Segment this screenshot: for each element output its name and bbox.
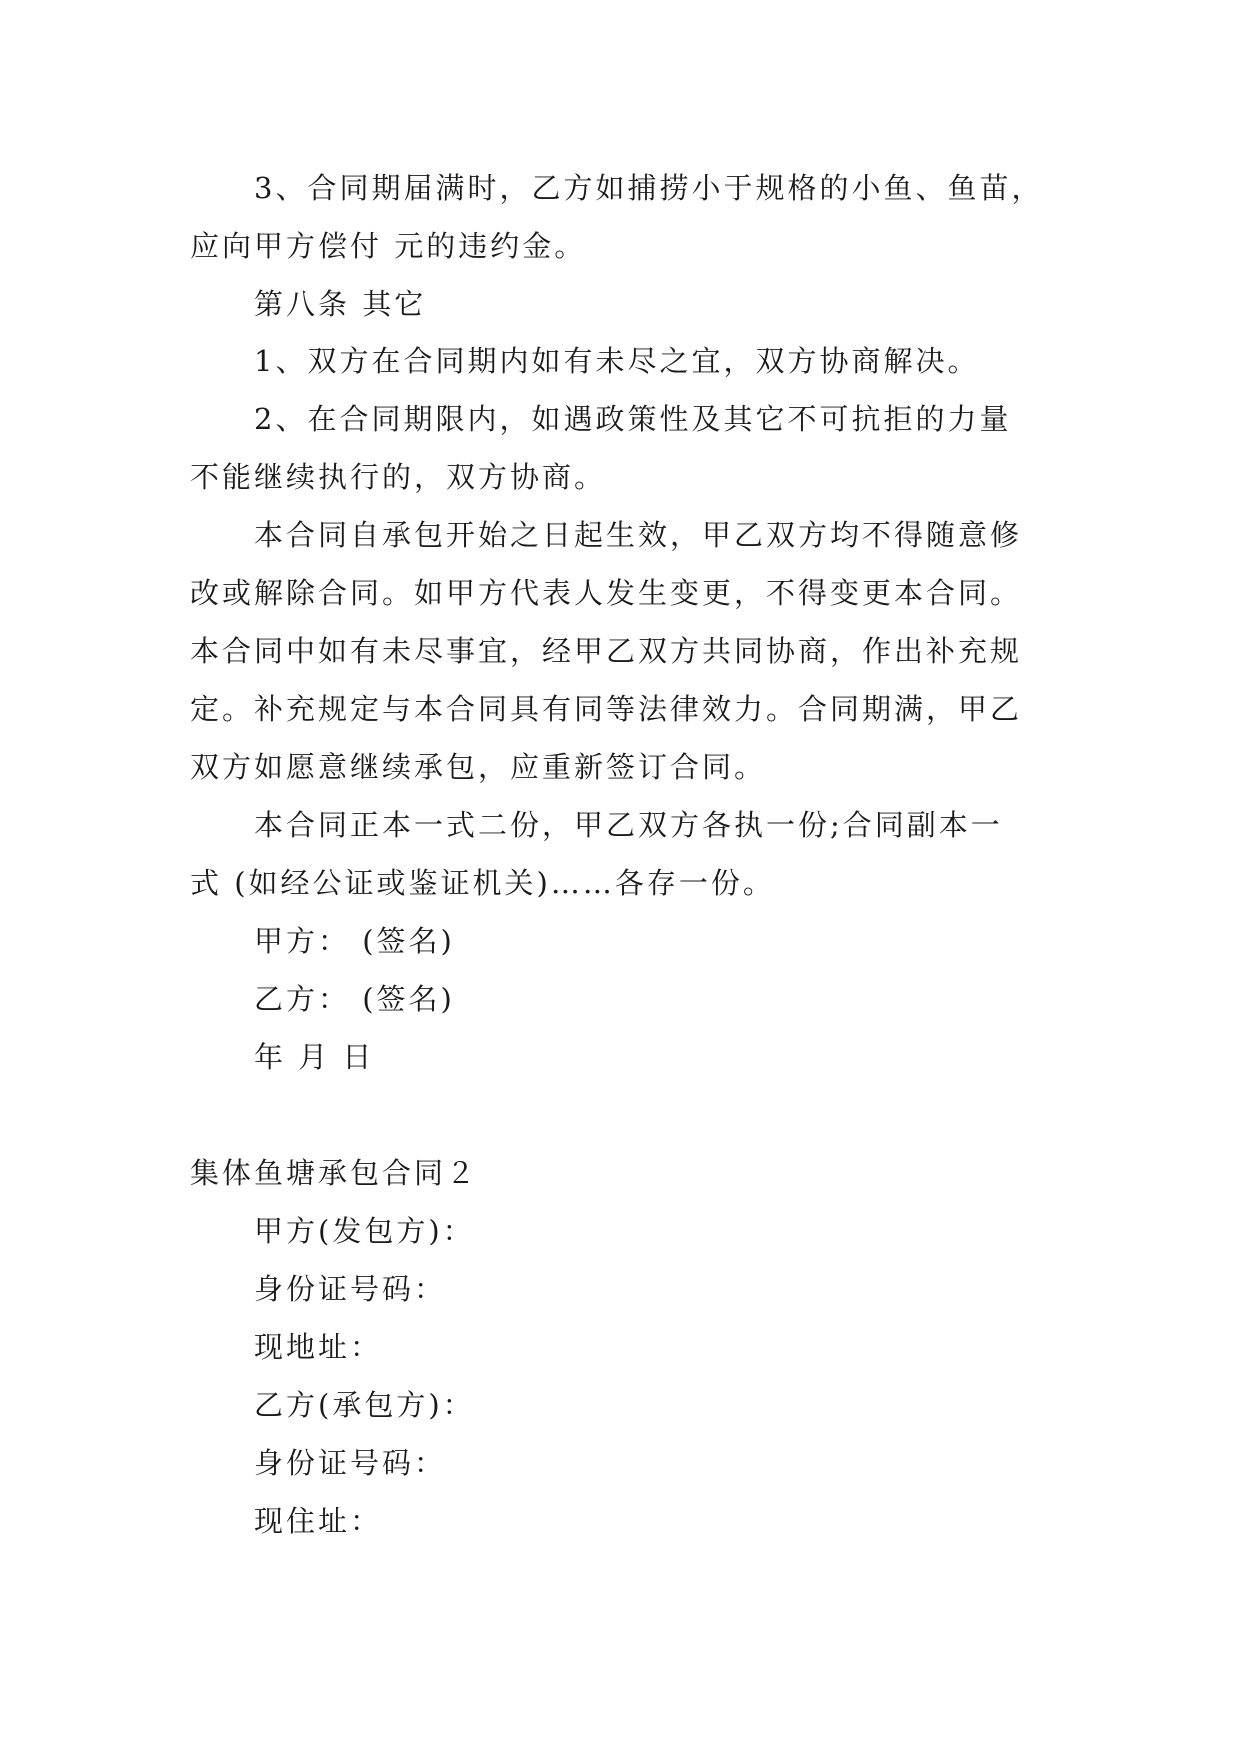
- article-8-heading: 第八条 其它: [254, 287, 427, 321]
- party-a-label: 甲方(发包方)：: [254, 1214, 475, 1248]
- party-b-label: 乙方(承包方)：: [254, 1388, 475, 1422]
- party-a-address-label: 现地址：: [254, 1330, 383, 1364]
- party-b-address-label: 现住址：: [254, 1504, 383, 1538]
- copies-paragraph-line-2: 式 (如经公证或鉴证机关)……各存一份。: [190, 866, 775, 900]
- copies-paragraph-line-1: 本合同正本一式二份，甲乙双方各执一份;合同副本一: [254, 808, 1003, 842]
- effect-paragraph-line-1: 本合同自承包开始之日起生效，甲乙双方均不得随意修: [254, 518, 1023, 552]
- signing-date: 年 月 日: [254, 1040, 375, 1074]
- effect-paragraph-line-3: 本合同中如有未尽事宜，经甲乙双方共同协商，作出补充规: [190, 634, 1023, 668]
- contract-2-title: 集体鱼塘承包合同２: [190, 1156, 479, 1190]
- article-8-item-2-line-1: 2、在合同期限内，如遇政策性及其它不可抗拒的力量: [254, 402, 1012, 436]
- article-8-item-2-line-2: 不能继续执行的，双方协商。: [190, 460, 607, 494]
- party-a-signature: 甲方： (签名): [254, 924, 455, 958]
- article-8-item-1: 1、双方在合同期内如有未尽之宜，双方协商解决。: [254, 344, 980, 378]
- effect-paragraph-line-5: 双方如愿意继续承包，应重新签订合同。: [190, 750, 767, 784]
- party-b-signature: 乙方： (签名): [254, 982, 455, 1016]
- clause-7-item-3-line-2: 应向甲方偿付 元的违约金。: [190, 229, 587, 263]
- effect-paragraph-line-2: 改或解除合同。如甲方代表人发生变更，不得变更本合同。: [190, 576, 1023, 610]
- party-b-id-number-label: 身份证号码：: [254, 1446, 447, 1480]
- clause-7-item-3-line-1: 3、合同期届满时，乙方如捕捞小于规格的小鱼、鱼苗，: [254, 171, 1044, 205]
- party-a-id-number-label: 身份证号码：: [254, 1272, 447, 1306]
- effect-paragraph-line-4: 定。补充规定与本合同具有同等法律效力。合同期满，甲乙: [190, 692, 1023, 726]
